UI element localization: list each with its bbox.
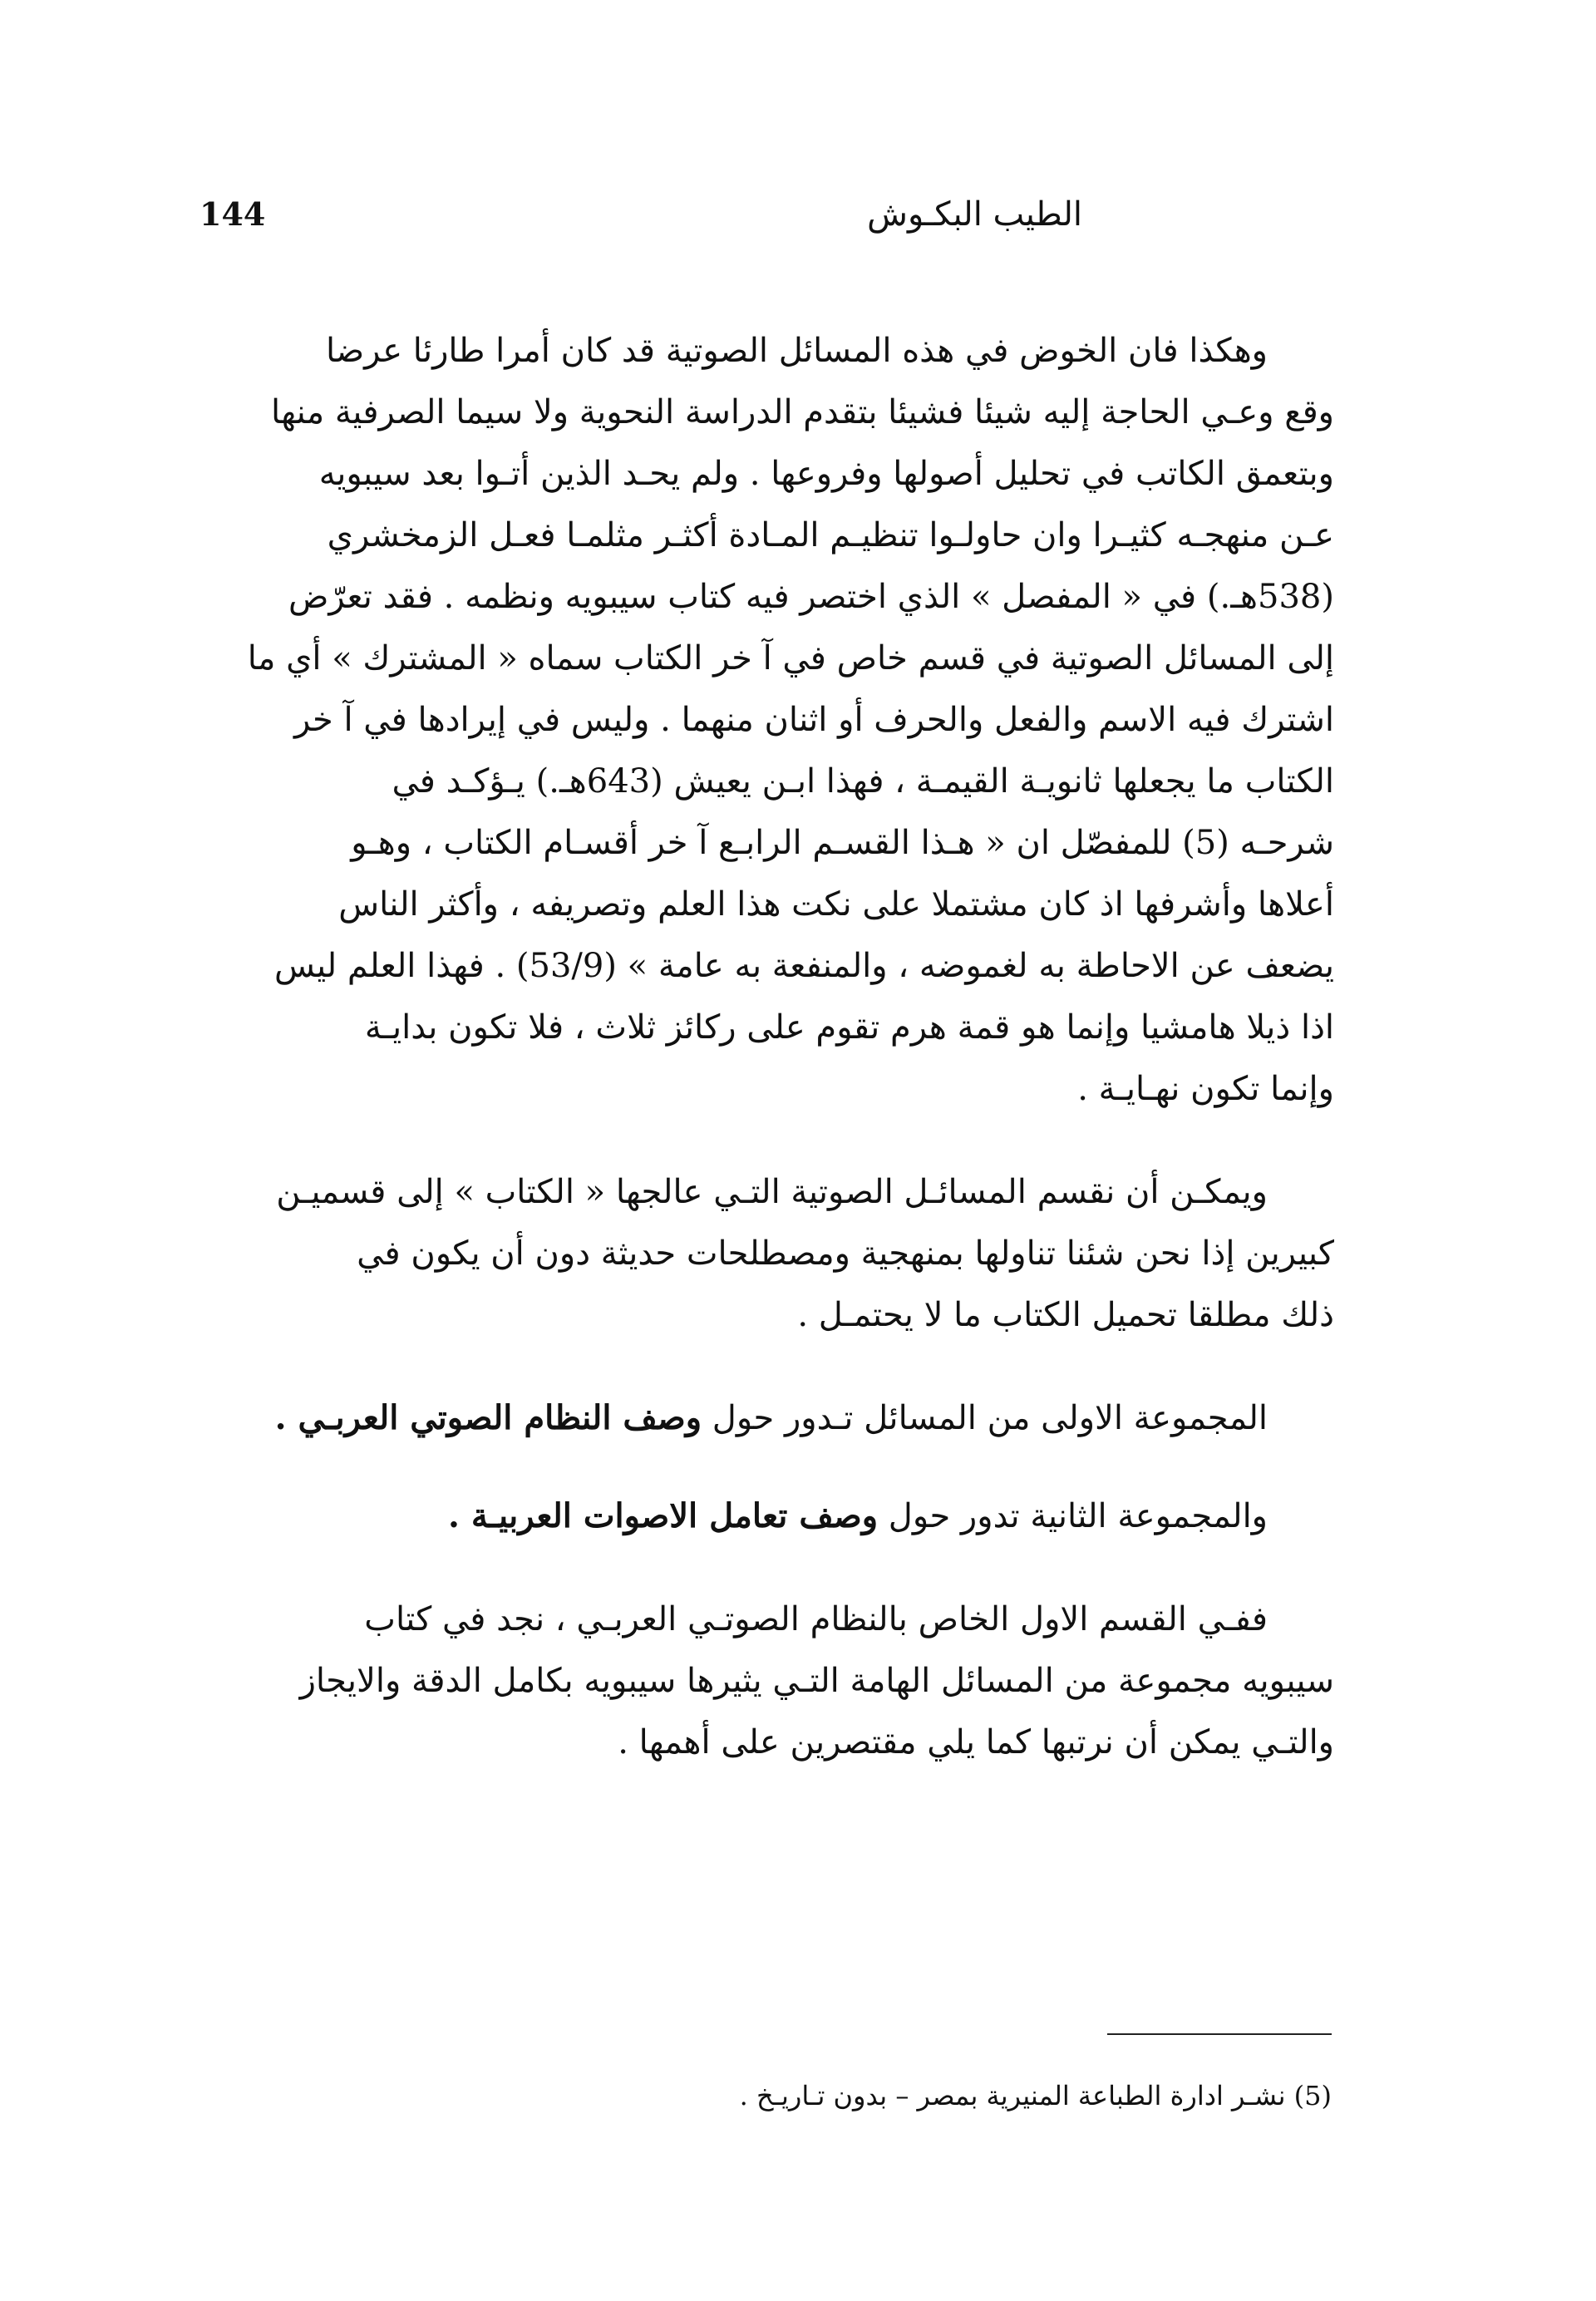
running-head: الطيب البكـوش (867, 195, 1082, 234)
text-line: ويمكـن أن نقسم المسائـل الصوتية التـي عالجها « الكتاب » إلى قسميـن (276, 1173, 1268, 1211)
paragraph-3 (195, 1589, 1334, 1773)
text-line: اشترك فيه الاسم والفعل والحرف أو اثنان منهما . وليس في إيرادها في آ خر (293, 701, 1334, 739)
text-line: إلى المسائل الصوتية في قسم خاص في آ خر الكتاب سماه « المشترك » أي ما (247, 639, 1334, 677)
footnote: (5) نشـر ادارة الطباعة المنيرية بمصر – بدون تـاريـخ . (739, 2080, 1332, 2111)
group-1-emphasis: وصف النظام الصوتي العربـي . (274, 1398, 702, 1437)
text-line: أعلاها وأشرفها اذ كان مشتملا على نكت هذا العلم وتصريفه ، وأكثر الناس (338, 885, 1334, 924)
paragraph-1 (195, 320, 1334, 1120)
text-line: والتـي يمكن أن نرتبها كما يلي مقتصرين على أهمها . (618, 1723, 1334, 1761)
page-header (200, 190, 1332, 248)
text-line: اذا ذيلا هامشيا وإنما هو قمة هرم تقوم على ركائز ثلاث ، فلا تكون بدايـة (364, 1008, 1334, 1047)
text-line: كبيرين إذا نحن شئنا تناولها بمنهجية ومصطلحات حديثة دون أن يكون في (357, 1234, 1334, 1273)
page-number: 144 (200, 195, 266, 233)
text-line: وإنما تكون نهـايـة . (1077, 1070, 1334, 1108)
text-line: الكتاب ما يجعلها ثانويـة القيمـة ، فهذا ابـن يعيش (643هـ.) يـؤكـد في (392, 762, 1334, 801)
text-line: ففـي القسم الاول الخاص بالنظام الصوتـي العربـي ، نجد في كتاب (364, 1600, 1268, 1638)
text-line: عـن منهجـه كثيـرا وان حاولـوا تنظيـم المـادة أكثـر مثلمـا فعـل الزمخشري (327, 516, 1334, 554)
text-line: سيبويه مجموعة من المسائل الهامة التـي يثيرها سيبويه بكامل الدقة والايجاز (299, 1662, 1334, 1700)
text-line: (538هـ.) في « المفصل » الذي اختصر فيه كتاب سيبويه ونظمه . فقد تعرّض (288, 578, 1334, 616)
group-2-line (195, 1486, 1334, 1547)
text-line: وبتعمق الكاتب في تحليل أصولها وفروعها . ولم يحـد الذين أتـوا بعد سيبويه (318, 455, 1334, 493)
text-line: ذلك مطلقا تحميل الكتاب ما لا يحتمـل . (797, 1296, 1334, 1334)
text-line: وهكذا فان الخوض في هذه المسائل الصوتية قد كان أمرا طارئا عرضا (325, 332, 1268, 370)
group-2-emphasis: وصف تعامل الاصوات العربيـة . (448, 1496, 879, 1535)
group-2-prefix: والمجموعة الثانية تدور حول (878, 1497, 1268, 1535)
text-line: وقع وعـي الحاجة إليه شيئا فشيئا بتقدم الدراسة النحوية ولا سيما الصرفية منها (271, 393, 1334, 431)
group-1-prefix: المجموعة الاولى من المسائل تـدور حول (702, 1399, 1268, 1437)
text-line: شرحـه (5) للمفصّل ان « هـذا القسـم الرابـع آ خر أقسـام الكتاب ، وهـو (351, 824, 1334, 862)
paragraph-2 (195, 1161, 1334, 1346)
group-1-line (195, 1387, 1334, 1449)
footnote-divider (1107, 2033, 1332, 2035)
text-line: يضعف عن الاحاطة به لغموضه ، والمنفعة به عامة » (53/9) . فهذا العلم ليس (273, 947, 1334, 985)
page-body (195, 320, 1334, 1773)
